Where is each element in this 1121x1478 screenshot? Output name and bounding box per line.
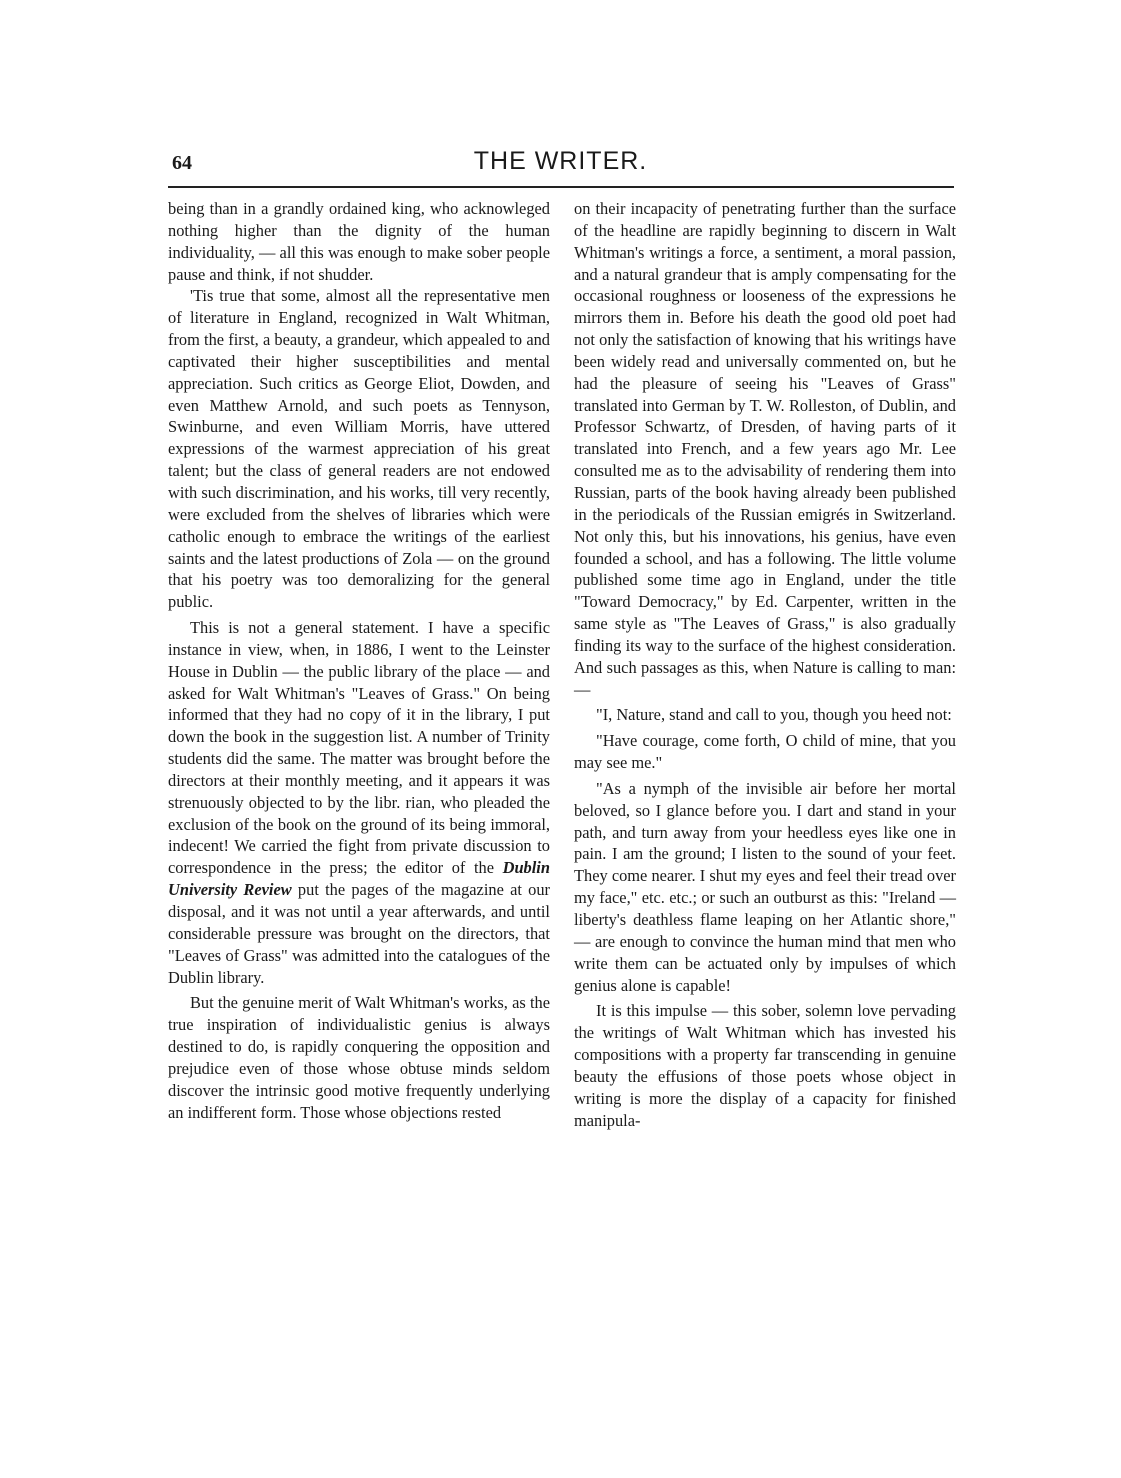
paragraph: on their incapacity of penetrating further than the surface of the headline are rapidly beginning to discern in Walt Whitman's writings a force, a sentiment, a moral passion, and a natural grandeur that is amply compensating for the occasional roughness or looseness of the expressions he mirrors them in. Before his death the good old poet had not only the satisfaction of knowing that his writings have been widely read and universally commented on, but he had the pleasure of seeing his "Leaves of Grass" translated into German by T. W. Rolleston, of Dublin, and Professor Schwartz, of Dresden, of having parts of it translated into French, and a few years ago Mr. Lee consulted me as to the advisability of rendering them into Russian, parts of the book having already been published in the periodicals of the Russian emigrés in Switzerland. Not only this, but his innovations, his genius, have even founded a school, and has a following. The little volume published some time ago in England, under the title "Toward Democracy," by Ed. Carpenter, written in the same style as "The Leaves of Grass," is also gradually finding its way to the surface of the highest consideration. And such passages as this, when Nature is calling to man: — [574,199,956,699]
running-title: THE WRITER. [473,147,648,175]
quote-paragraph: "Have courage, come forth, O child of mine, that you may see me." [574,731,956,773]
page-number: 64 [172,152,192,174]
header-rule [168,186,954,188]
paragraph: 'Tis true that some, almost all the representative men of literature in England, recognized in Walt Whitman, from the first, a beauty, a grandeur, which appealed to and captivated their higher susceptibilities and mental appreciation. Such critics as George Eliot, Dowden, and even Matthew Arnold, and such poets as Tennyson, Swinburne, and even William Morris, have uttered expressions of the warmest appreciation of his great talent; but the class of general readers are not endowed with such discrimination, and his works, till very recently, were excluded from the shelves of libraries which were catholic enough to embrace the writings of the earliest saints and the latest productions of Zola — on the ground that his poetry was too demoralizing for the general public. [168,286,550,612]
paragraph-text: put the pages of the magazine at our disposal, and it was not until a year afterwards, and until considerable pressure was brought on the directors, that "Leaves of Grass" was admitted into the catalogues of the Dublin library. [168,880,550,987]
quote-paragraph: "I, Nature, stand and call to you, though you heed not: [596,705,952,725]
left-column [168,198,550,1123]
paragraph [168,617,550,988]
paragraph: being than in a grandly ordained king, who acknowleged nothing higher than the dignity of the human individuality, — all this was enough to make sober people pause and think, if not shudder. [168,199,550,284]
paragraph: But the genuine merit of Walt Whitman's works, as the true inspiration of individualistic genius is always destined to do, is rapidly conquering the opposition and prejudice even of those whose obtuse minds seldom discover the intrinsic good motive frequently underlying an indifferent form. Those whose objections rested [168,993,550,1122]
right-column [574,198,956,1131]
paragraph-text: This is not a general statement. I have a specific instance in view, when, in 1886, I went to the Leinster House in Dublin — the public library of the place — and asked for Walt Whitman's "Leaves of Grass." On being informed that they had no copy of it in the library, I put down the book in the suggestion list. A number of Trinity students did the same. The matter was brought before the directors at their monthly meeting, and it appears it was strenuously objected to by the libr. rian, who pleaded the exclusion of the book on the ground of its being immoral, indecent! We carried the fight from private discussion to correspondence in the press; the editor of the [168,618,550,878]
paragraph: It is this impulse — this sober, solemn love pervading the writings of Walt Whitman which has invested his compositions with a property far transcending in genuine beauty the effusions of those poets whose object in writing is more the display of a capacity for finished manipula- [574,1001,956,1130]
quote-paragraph: "As a nymph of the invisible air before her mortal beloved, so I glance before you. I dart and stand in your path, and turn away from your heedless eyes like one in pain. I am the ground; I listen to the sound of your feet. They come nearer. I shut my eyes and feel their tread over my face," etc. etc.; or such an outburst as this: "Ireland — liberty's deathless flame leaping on her Atlantic shore," — are enough to convince the human mind that men who write them can be actuated only by impulses of which genius alone is capable! [574,778,956,995]
journal-title: Dublin University Review [168,858,550,900]
